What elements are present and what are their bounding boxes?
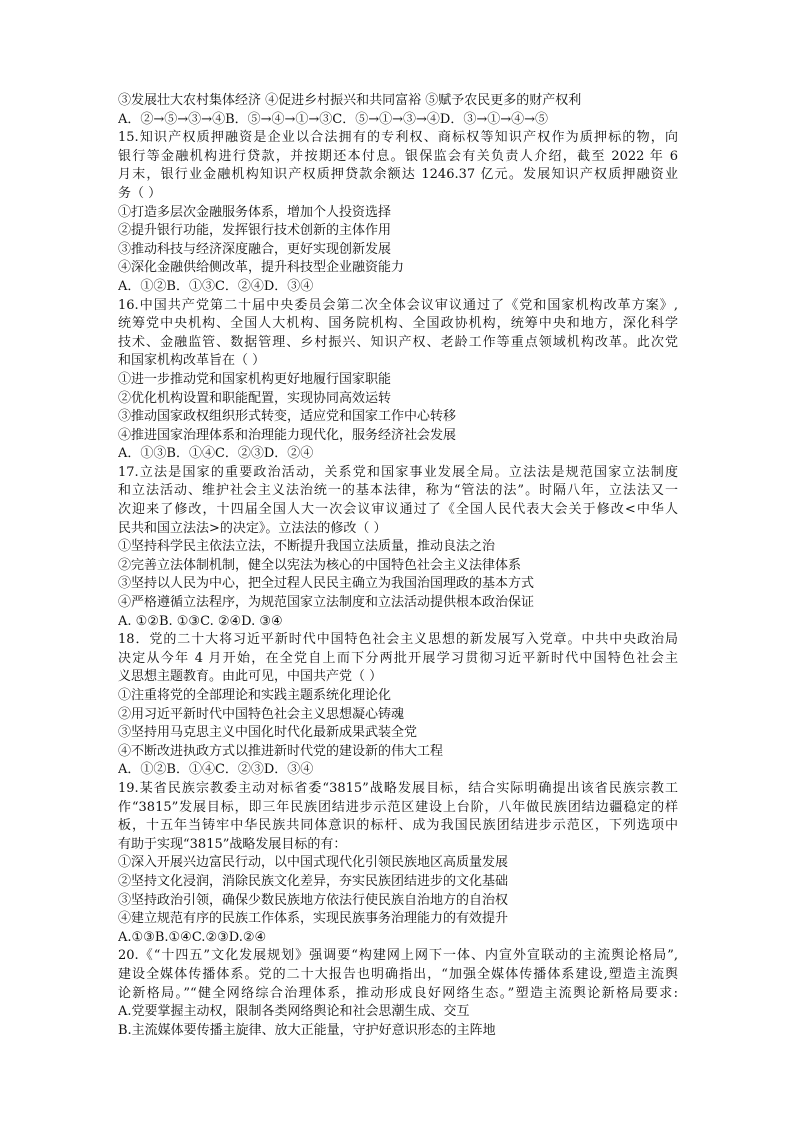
answer-choices: A.①③B.①④C.②③D.②④ <box>118 929 267 945</box>
exam-page <box>118 92 678 1040</box>
option-3: ③推动科技与经济深度融合，更好实现创新发展 <box>118 241 392 257</box>
option-4: ④深化金融供给侧改革，提升科技型企业融资能力 <box>118 260 405 276</box>
option-2: ②提升银行功能，发挥银行技术创新的主体作用 <box>118 223 392 239</box>
question-stem-line: 月末，银行业金融机构知识产权质押贷款余额达 1246.37 亿元。发展知识产权质押融资业 <box>118 167 678 183</box>
option-3: ③坚持政治引领，确保少数民族地方依法行使民族自治地方的自治权 <box>118 892 509 908</box>
question-18 <box>118 631 678 780</box>
option-2: ②优化机构设置和职能配置，实现协同高效运转 <box>118 390 392 406</box>
question-19 <box>118 780 678 947</box>
question-stem-line: 义思想主题教育。由此可见，中国共产党（ ） <box>118 669 383 685</box>
answer-choices: A．②→⑤→③→④B．⑤→④→①→③C．⑤→①→③→④D．③→①→④→⑤ <box>118 111 549 127</box>
question-stem-line: 和立法活动、维护社会主义法治统一的基本法律，称为“管法的法”。时隔八年，立法法又一 <box>118 483 678 499</box>
option-1: ①深入开展兴边富民行动，以中国式现代化引领民族地区高质量发展 <box>118 855 509 871</box>
answer-choices: A. ①②B. ①③C. ②④D. ③④ <box>118 613 283 629</box>
question-stem-line: 作“3815”发展目标，即三年民族团结进步示范区建设上台阶，八年做民族团结边疆稳定的样 <box>118 799 678 815</box>
option-2: ②完善立法体制机制，健全以宪法为核心的中国特色社会主义法律体系 <box>118 557 522 573</box>
question-stem-line: 决定从今年 4 月开始，在全党自上而下分两批开展学习贯彻习近平新时代中国特色社会主 <box>118 650 678 666</box>
option-1: ①坚持科学民主依法立法，不断提升我国立法质量，推动良法之治 <box>118 539 496 555</box>
question-stem-line: 有助于实现“3815”战略发展目标的有： <box>118 836 347 852</box>
option-1: ①注重将党的全部理论和实践主题系统化理论化 <box>118 688 392 703</box>
text-line: ③发展壮大农村集体经济 ④促进乡村振兴和共同富裕 ⑤赋予农民更多的财产权利 <box>118 93 582 108</box>
question-stem-line: 次迎来了修改，十四届全国人大一次会议审议通过了《全国人民代表大会关于修改<中华人 <box>118 502 678 518</box>
option-3: ③坚持用马克思主义中国化时代化最新成果武装全党 <box>118 725 418 741</box>
question-stem-line: 论新格局。”“健全网络综合治理体系，推动形成良好网络生态。”塑造主流舆论新格局要求: <box>118 985 678 1001</box>
question-stem-line: 和国家机构改革旨在（ ） <box>118 353 266 369</box>
question-17 <box>118 464 678 631</box>
option-3: ③坚持以人民为中心，把全过程人民民主确立为我国治国理政的基本方式 <box>118 576 535 592</box>
question-16 <box>118 297 678 464</box>
option-4: ④不断改进执政方式以推进新时代党的建设新的伟大工程 <box>118 743 444 759</box>
answer-choices: A．①③B．①④C．②③D．②④ <box>118 446 314 462</box>
answer-choices: A．①②B．①④C．②③D．③④ <box>118 762 314 778</box>
question-20 <box>118 947 678 1040</box>
option-2: ②用习近平新时代中国特色社会主义思想凝心铸魂 <box>118 706 405 722</box>
option-2: ②坚持文化浸润，消除民族文化差异，夯实民族团结进步的文化基础 <box>118 873 509 889</box>
question-stem-line: 技术、金融监管、数据管理、乡村振兴、知识产权、老龄工作等重点领域机构改革。此次党 <box>118 334 678 350</box>
question-stem-line: 务（ ） <box>118 185 162 201</box>
question-stem-line: 19.某省民族宗教委主动对标省委“3815”战略发展目标，结合实际明确提出该省民族宗教工 <box>118 780 678 796</box>
question-stem-line: 建设全媒体传播体系。党的二十大报告也明确指出，“加强全媒体传播体系建设,塑造主流舆 <box>118 966 678 982</box>
question-stem-line: 民共和国立法法>的决定》。立法法的修改（ ） <box>118 520 387 536</box>
question-stem-line: 15.知识产权质押融资是企业以合法拥有的专利权、商标权等知识产权作为质押标的物，向 <box>118 130 678 146</box>
answer-choices: A．①②B．①③C．②④D．③④ <box>118 278 314 294</box>
option-b: B.主流媒体要传播主旋律、放大正能量，守护好意识形态的主阵地 <box>118 1022 496 1038</box>
question-stem-line: 17.立法是国家的重要政治活动，关系党和国家事业发展全局。立法法是规范国家立法制度 <box>118 464 678 480</box>
question-stem-line: 银行等金融机构进行贷款，并按期还本付息。银保监会有关负责人介绍，截至 2022 年 6 <box>118 148 678 164</box>
option-4: ④建立规范有序的民族工作体系，实现民族事务治理能力的有效提升 <box>118 911 509 927</box>
option-a: A.党要掌握主动权，限制各类网络舆论和社会思潮生成、交互 <box>118 1004 470 1020</box>
question-15 <box>118 129 678 296</box>
question-stem-line: 20.《“十四五”文化发展规划》强调要“构建网上网下一体、内宣外宣联动的主流舆论格局”, <box>118 948 678 964</box>
option-1: ①打造多层次金融服务体系，增加个人投资选择 <box>118 204 392 220</box>
question-stem-line: 统筹党中央机构、全国人大机构、国务院机构、全国政协机构，统筹中央和地方，深化科学 <box>118 316 678 332</box>
question-stem-line: 18．党的二十大将习近平新时代中国特色社会主义思想的新发展写入党章。中共中央政治局 <box>118 632 678 648</box>
question-stem-line: 板，十五年当铸牢中华民族共同体意识的标杆、成为我国民族团结进步示范区，下列选项中 <box>118 818 678 834</box>
option-1: ①进一步推动党和国家机构更好地履行国家职能 <box>118 371 392 387</box>
option-3: ③推动国家政权组织形式转变，适应党和国家工作中心转移 <box>118 409 457 425</box>
option-4: ④推进国家治理体系和治理能力现代化，服务经济社会发展 <box>118 427 457 443</box>
question-stem-line: 16.中国共产党第二十届中央委员会第二次全体会议审议通过了《党和国家机构改革方案》, <box>118 297 678 313</box>
option-4: ④严格遵循立法程序，为规范国家立法制度和立法活动提供根本政治保证 <box>118 595 535 611</box>
